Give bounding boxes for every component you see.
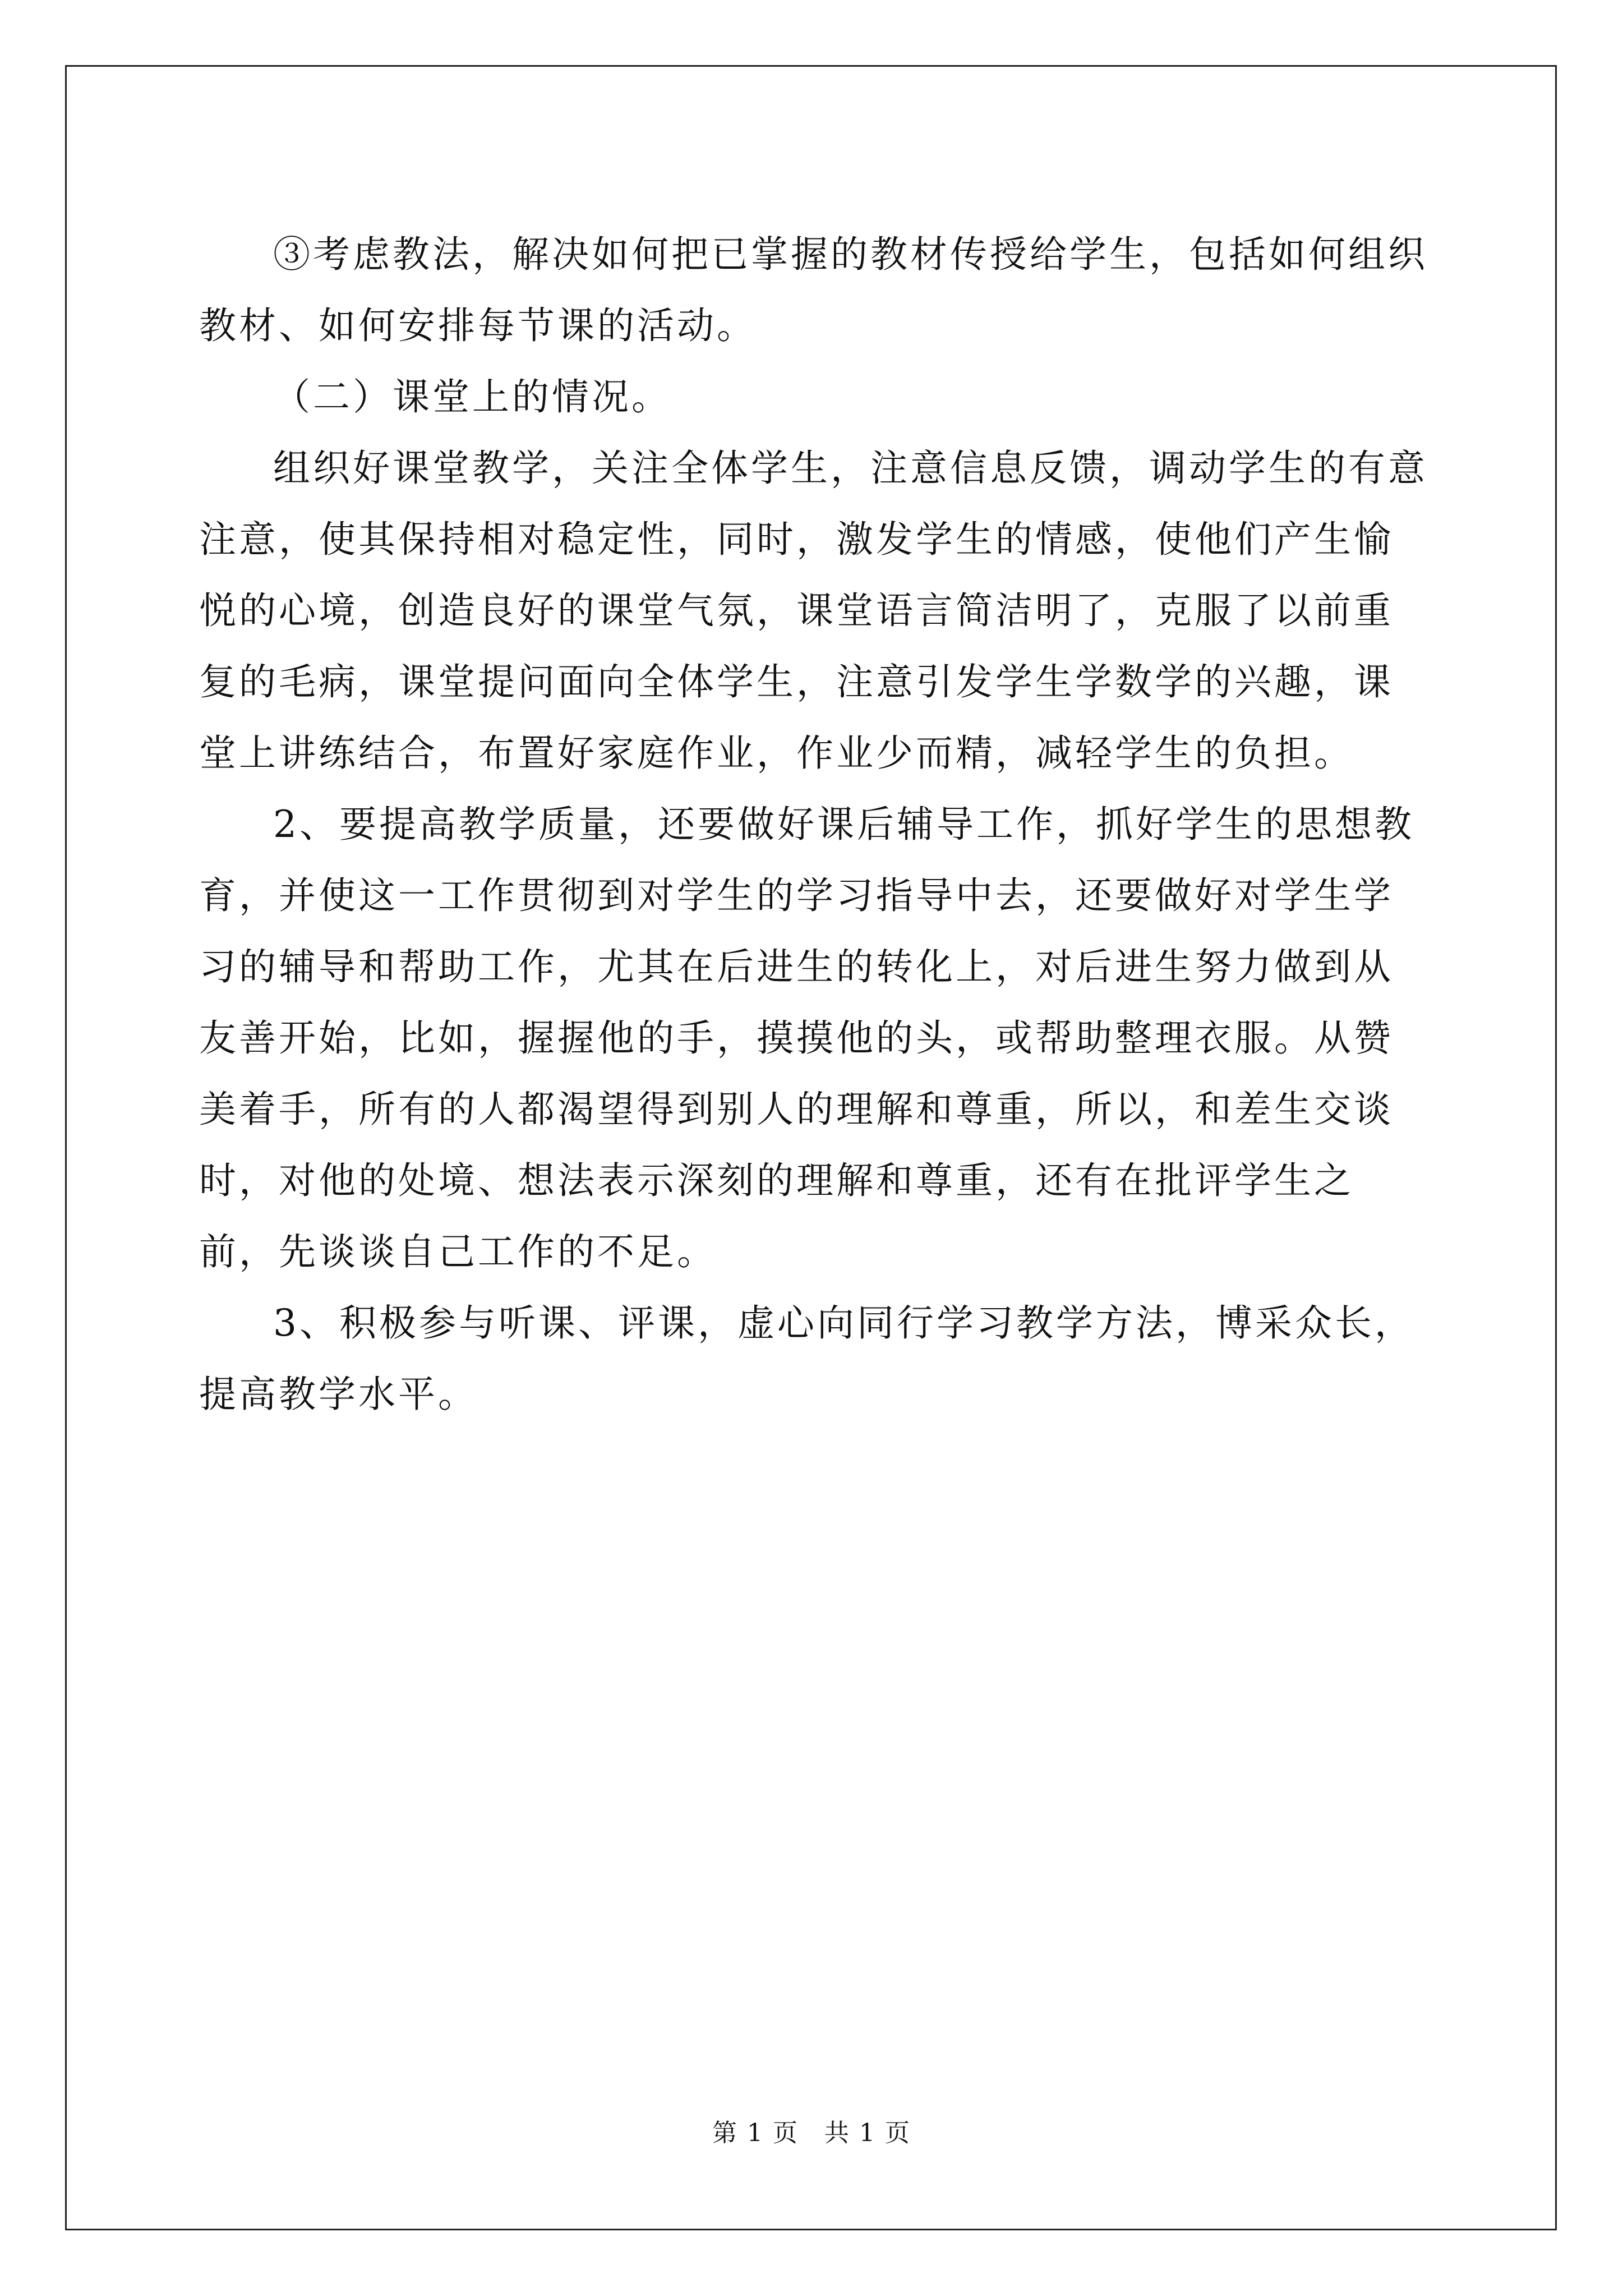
paragraph-classroom-heading: （二）课堂上的情况。 (273, 375, 671, 418)
paragraph-classroom-teaching: 组织好课堂教学，关注全体学生，注意信息反馈，调动学生的有意注意，使其保持相对稳定性，同时，激发学生的情感，使他们产生愉悦的心境，创造良好的课堂气氛，课堂语言简洁明了，克服了以前重复的毛病，课堂提问面向全体学生，注意引发学生学数学的兴趣，课堂上讲练结合，布置好家庭作业，作业少而精，减轻学生的负担。 (199, 447, 1428, 775)
paragraph-teaching-method: ③考虑教法，解决如何把已掌握的教材传授给学生，包括如何组织教材、如何安排每节课的活动。 (199, 233, 1428, 347)
document-body (199, 219, 1433, 1430)
paragraph-after-class-tutoring: 2、要提高教学质量，还要做好课后辅导工作，抓好学生的思想教育，并使这一工作贯彻到对学生的学习指导中去，还要做好对学生学习的辅导和帮助工作，尤其在后进生的转化上，对后进生努力做到从友善开始，比如，握握他的手，摸摸他的头，或帮助整理衣服。从赞美着手，所有的人都渴望得到别人的理解和尊重，所以，和差生交谈时，对他的处境、想法表示深刻的理解和尊重，还有在批评学生之前，先谈谈自己工作的不足。 (199, 803, 1414, 1273)
page-footer: 第 1 页 共 1 页 (712, 2119, 911, 2147)
paragraph-lesson-observation: 3、积极参与听课、评课，虚心向同行学习教学方法，博采众长，提高教学水平。 (199, 1301, 1414, 1416)
